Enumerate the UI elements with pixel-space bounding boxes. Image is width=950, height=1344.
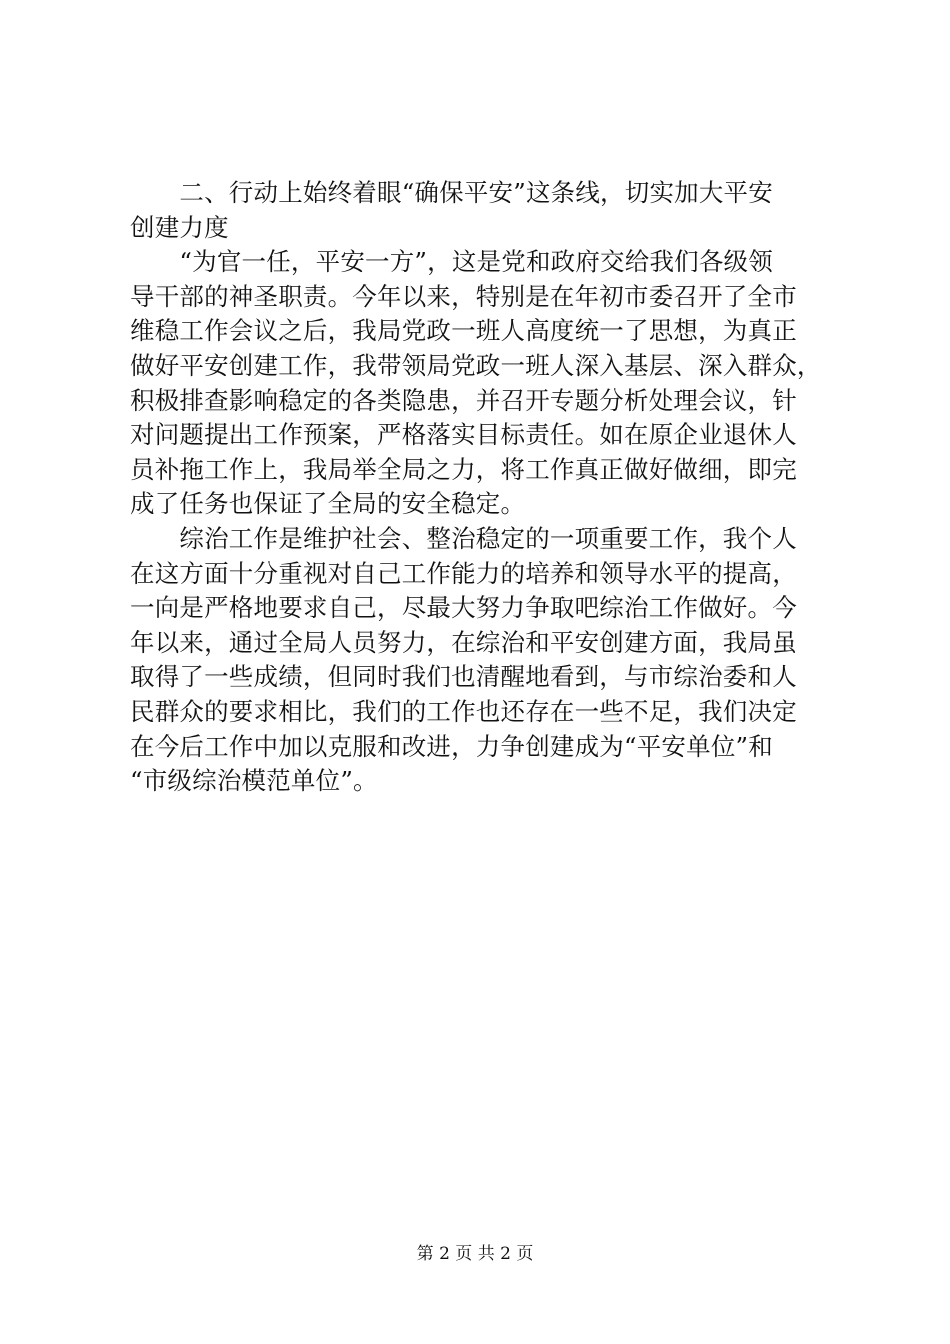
text-line: 综治工作是维护社会、整治稳定的一项重要工作，我个人 (130, 523, 797, 553)
text-line: 成了任务也保证了全局的安全稳定。 (130, 489, 526, 519)
text-line: 在今后工作中加以克服和改进，力争创建成为“平安单位”和 (130, 731, 773, 761)
text-line: “市级综治模范单位”。 (130, 766, 378, 796)
text-line: 导干部的神圣职责。今年以来，特别是在年初市委召开了全市 (130, 281, 797, 311)
page-footer (0, 1243, 950, 1265)
text-line: 创建力度 (130, 212, 229, 242)
text-line: 一向是严格地要求自己，尽最大努力争取吧综治工作做好。今 (130, 593, 797, 623)
text-line: 取得了一些成绩，但同时我们也清醒地看到，与市综治委和人 (130, 662, 797, 692)
text-line: 做好平安创建工作，我带领局党政一班人深入基层、深入群众， (130, 350, 822, 380)
text-line: 在这方面十分重视对自己工作能力的培养和领导水平的提高， (130, 558, 797, 588)
text-line: 对问题提出工作预案，严格落实目标责任。如在原企业退休人 (130, 420, 797, 450)
text-line: 积极排查影响稳定的各类隐患，并召开专题分析处理会议，针 (130, 385, 797, 415)
text-line: 年以来，通过全局人员努力，在综治和平安创建方面，我局虽 (130, 627, 797, 657)
page-number-label: 第 2 页 共 2 页 (416, 1244, 534, 1264)
text-line: 员补拖工作上，我局举全局之力，将工作真正做好做细，即完 (130, 454, 797, 484)
text-line: 民群众的要求相比，我们的工作也还存在一些不足，我们决定 (130, 696, 797, 726)
document-body (130, 176, 830, 799)
text-line: 二、行动上始终着眼“确保平安”这条线，切实加大平安 (130, 178, 773, 207)
text-line: 维稳工作会议之后，我局党政一班人高度统一了思想，为真正 (130, 316, 797, 346)
text-line: “为官一任，平安一方”，这是党和政府交给我们各级领 (130, 247, 773, 277)
